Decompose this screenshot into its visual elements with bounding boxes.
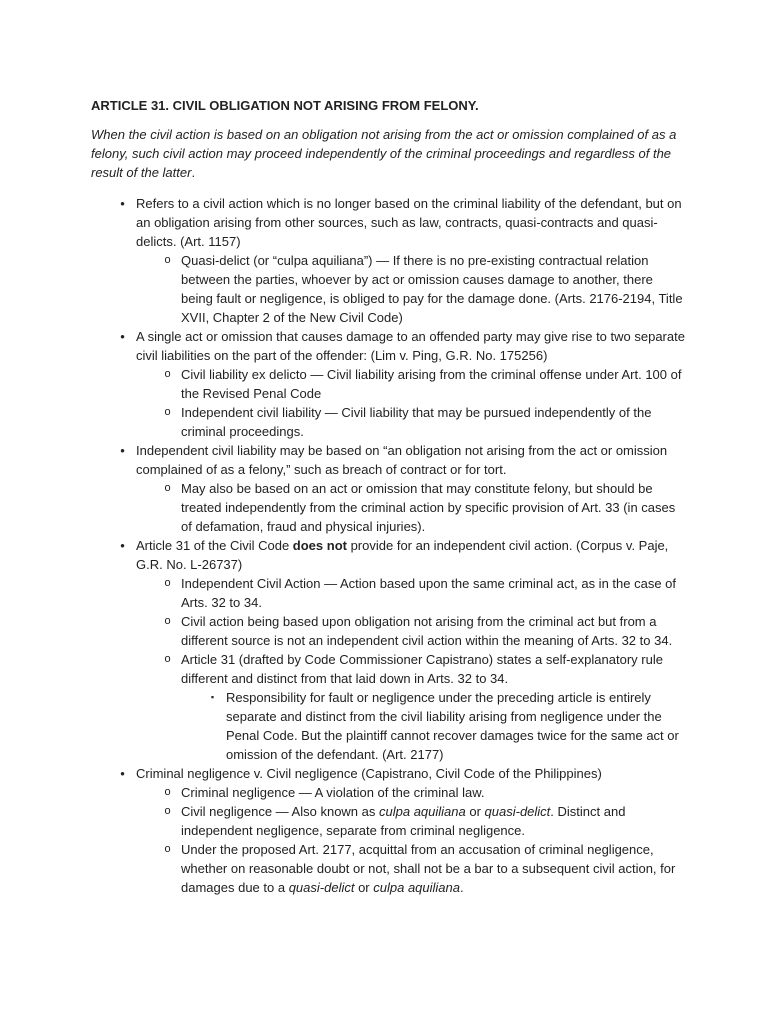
list-item-text: Refers to a civil action which is no longer based on the criminal liability of the defendant, but on an obligation arising from other sources, such as law, contracts, quasi-contracts and quasi-delicts. (Art. 1157) — [136, 196, 682, 249]
article-text — [91, 125, 688, 182]
bullet-marker: o — [164, 254, 171, 266]
list-item-text: Civil action being based upon obligation not arising from the criminal act but from a different source is not an independent civil action within the meaning of Arts. 32 to 34. — [181, 614, 673, 648]
list-item — [109, 764, 688, 783]
list-item — [154, 365, 688, 403]
list-item — [154, 783, 688, 802]
emphasis-italic: quasi-delict — [288, 880, 355, 895]
list-item-text: A single act or omission that causes damage to an offended party may give rise to two separate civil liabilities on the part of the offender: (Lim v. Ping, G.R. No. 175256) — [136, 329, 685, 363]
bullet-marker: o — [164, 406, 171, 418]
list-item — [154, 802, 688, 840]
emphasis-italic: culpa aquiliana — [379, 804, 466, 819]
list-item — [199, 688, 688, 764]
bullet-marker: o — [164, 843, 171, 855]
list-item-text: May also be based on an act or omission that may constitute felony, but should be treated independently from the criminal action by specific provision of Art. 33 (in cases of defamation, fraud and physical injuries). — [181, 481, 676, 534]
bullet-marker: • — [120, 329, 125, 344]
bullet-marker: o — [164, 615, 171, 627]
list-item-text: Independent civil liability — Civil liability that may be pursued independently of the criminal proceedings. — [181, 405, 652, 439]
article-text-period: . — [191, 165, 196, 180]
bullet-marker: o — [164, 368, 171, 380]
list-item-text: Quasi-delict (or “culpa aquiliana”) — If there is no pre-existing contractual relation between the parties, whoever by act or omission causes damage to another, there being fault or negligence, is obliged to pay for the damage done. (Arts. 2176-2194, Title XVII, Chapter 2 of the New Civil Code) — [181, 253, 683, 325]
emphasis-italic: culpa aquiliana — [373, 880, 460, 895]
list-item — [154, 403, 688, 441]
list-item — [109, 441, 688, 479]
list-item-text: Independent civil liability may be based on “an obligation not arising from the act or omission complained of as a felony,” such as breach of contract or for tort. — [136, 443, 668, 477]
list-item-text: Independent Civil Action — Action based upon the same criminal act, as in the case of Arts. 32 to 34. — [181, 576, 677, 610]
bullet-marker: o — [164, 482, 171, 494]
notes-list — [91, 194, 688, 897]
list-item-text: Article 31 (drafted by Code Commissioner Capistrano) states a self-explanatory rule different and distinct from that laid down in Arts. 32 to 34. — [181, 652, 663, 686]
list-item — [154, 479, 688, 536]
emphasis-bold: does not — [292, 538, 347, 553]
bullet-marker: • — [120, 196, 125, 211]
article-text-body: When the civil action is based on an obligation not arising from the act or omission complained of as a felony, such civil action may proceed independently of the criminal proceedings and regardless of the result of the latter — [91, 127, 677, 180]
bullet-marker: o — [164, 653, 171, 665]
list-item — [154, 251, 688, 327]
bullet-marker: • — [120, 443, 125, 458]
list-item — [109, 194, 688, 251]
bullet-marker: • — [120, 538, 125, 553]
list-item-text: Criminal negligence v. Civil negligence (Capistrano, Civil Code of the Philippines) — [136, 766, 602, 781]
list-item-text: Civil negligence — Also known as culpa aquiliana or quasi-delict. Distinct and independent negligence, separate from criminal negligence. — [181, 804, 626, 838]
list-item-text: Responsibility for fault or negligence under the preceding article is entirely separate and distinct from the civil liability arising from negligence under the Penal Code. But the plaintiff cannot recover damages twice for the same act or omission of the defendant. (Art. 2177) — [226, 690, 679, 762]
list-item-text: Criminal negligence — A violation of the criminal law. — [181, 785, 485, 800]
list-item — [154, 574, 688, 612]
list-item — [154, 650, 688, 688]
list-item — [109, 536, 688, 574]
bullet-marker: o — [164, 786, 171, 798]
bullet-marker: o — [164, 577, 171, 589]
list-item-text: Under the proposed Art. 2177, acquittal from an accusation of criminal negligence, whether on reasonable doubt or not, shall not be a bar to a subsequent civil action, for damages due to a quasi-delict or culpa aquiliana. — [181, 842, 676, 895]
emphasis-italic: quasi-delict — [484, 804, 551, 819]
bullet-marker: ▪ — [210, 692, 215, 702]
bullet-marker: • — [120, 766, 125, 781]
bullet-marker: o — [164, 805, 171, 817]
list-item — [154, 840, 688, 897]
list-item — [109, 327, 688, 365]
list-item — [154, 612, 688, 650]
list-item-text: Civil liability ex delicto — Civil liability arising from the criminal offense under Art. 100 of the Revised Penal Code — [181, 367, 682, 401]
article-title: ARTICLE 31. CIVIL OBLIGATION NOT ARISING FROM FELONY. — [91, 98, 479, 113]
list-item-text: Article 31 of the Civil Code does not provide for an independent civil action. (Corpus v. Paje, G.R. No. L-26737) — [136, 538, 669, 572]
